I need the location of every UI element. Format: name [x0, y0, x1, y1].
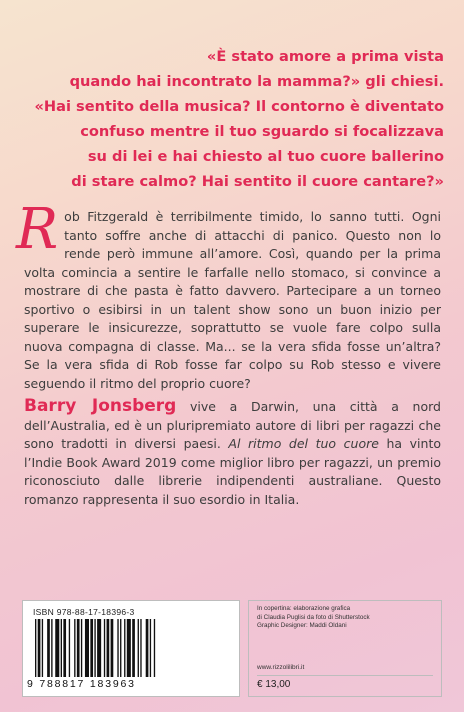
- barcode-panel: [22, 600, 240, 697]
- quote-line: quando hai incontrato la mamma?» gli chiesi.: [69, 73, 444, 90]
- quote-line: di stare calmo? Hai sentito il cuore cantare?»: [71, 173, 444, 190]
- credit-line: In copertina: elaborazione grafica: [257, 605, 351, 612]
- quote-line: «È stato amore a prima vista: [206, 48, 444, 65]
- back-cover-quote: [20, 44, 444, 194]
- quote-line: su di lei e hai chiesto al tuo cuore ballerino: [87, 148, 444, 165]
- synopsis-text: ob Fitzgerald è terribilmente timido, lo sanno tutti. Ogni tanto soffre anche di attacchi di panico. Questo non lo rende però immune all’amore. Così, quando per la prima volta comincia a sentire le farfalle nello stomaco, si convince a mostrare di che pasta è fatto davvero. Partecipare a un torneo sportivo o esibirsi in un talent show sono un buon inizio per superare le insicurezze, soprattutto se vuole fare colpo sulla nuova compagna di classe. Ma... se la vera sfida fosse un’altra? Se la vera sfida di Rob fosse far colpo su Rob stesso e vivere seguendo il ritmo del proprio cuore?: [24, 209, 441, 391]
- isbn-label: ISBN 978-88-17-18396-3: [33, 607, 135, 617]
- barcode-icon: [33, 619, 231, 677]
- publisher-website: www.rizzolilibri.it: [257, 664, 305, 671]
- ean-digits: 9 788817 183963: [27, 678, 136, 690]
- credits-panel: [248, 600, 442, 697]
- credit-line: di Claudia Puglisi da foto di Shutterstock: [257, 613, 370, 621]
- book-title: Al ritmo del tuo cuore: [228, 436, 379, 451]
- credit-line: Graphic Designer: Maddi Oldani: [257, 622, 347, 630]
- cover-credits: [257, 605, 370, 631]
- back-cover-text: [16, 197, 441, 509]
- synopsis-paragraph: [16, 197, 441, 393]
- quote-line: «Hai sentito della musica? Il contorno è diventato: [34, 98, 444, 115]
- author-bio-text-2: ha vinto l’Indie Book Award 2019 come miglior libro per ragazzi, un premio riconosciuto dalle librerie indipendenti australiane. Questo romanzo rappresenta il suo esordio in Italia.: [24, 436, 441, 507]
- author-name: Barry Jonsberg: [24, 396, 177, 416]
- quote-line: confuso mentre il tuo sguardo si focalizzava: [80, 123, 444, 140]
- author-bio-text: vive a Darwin, una città a nord dell’Australia, ed è un pluripremiato autore di libri per ragazzi che sono tradotti in diversi paesi.: [24, 399, 441, 451]
- author-bio-paragraph: [24, 397, 441, 509]
- drop-cap: R: [16, 197, 59, 262]
- price: € 13,00: [257, 675, 433, 690]
